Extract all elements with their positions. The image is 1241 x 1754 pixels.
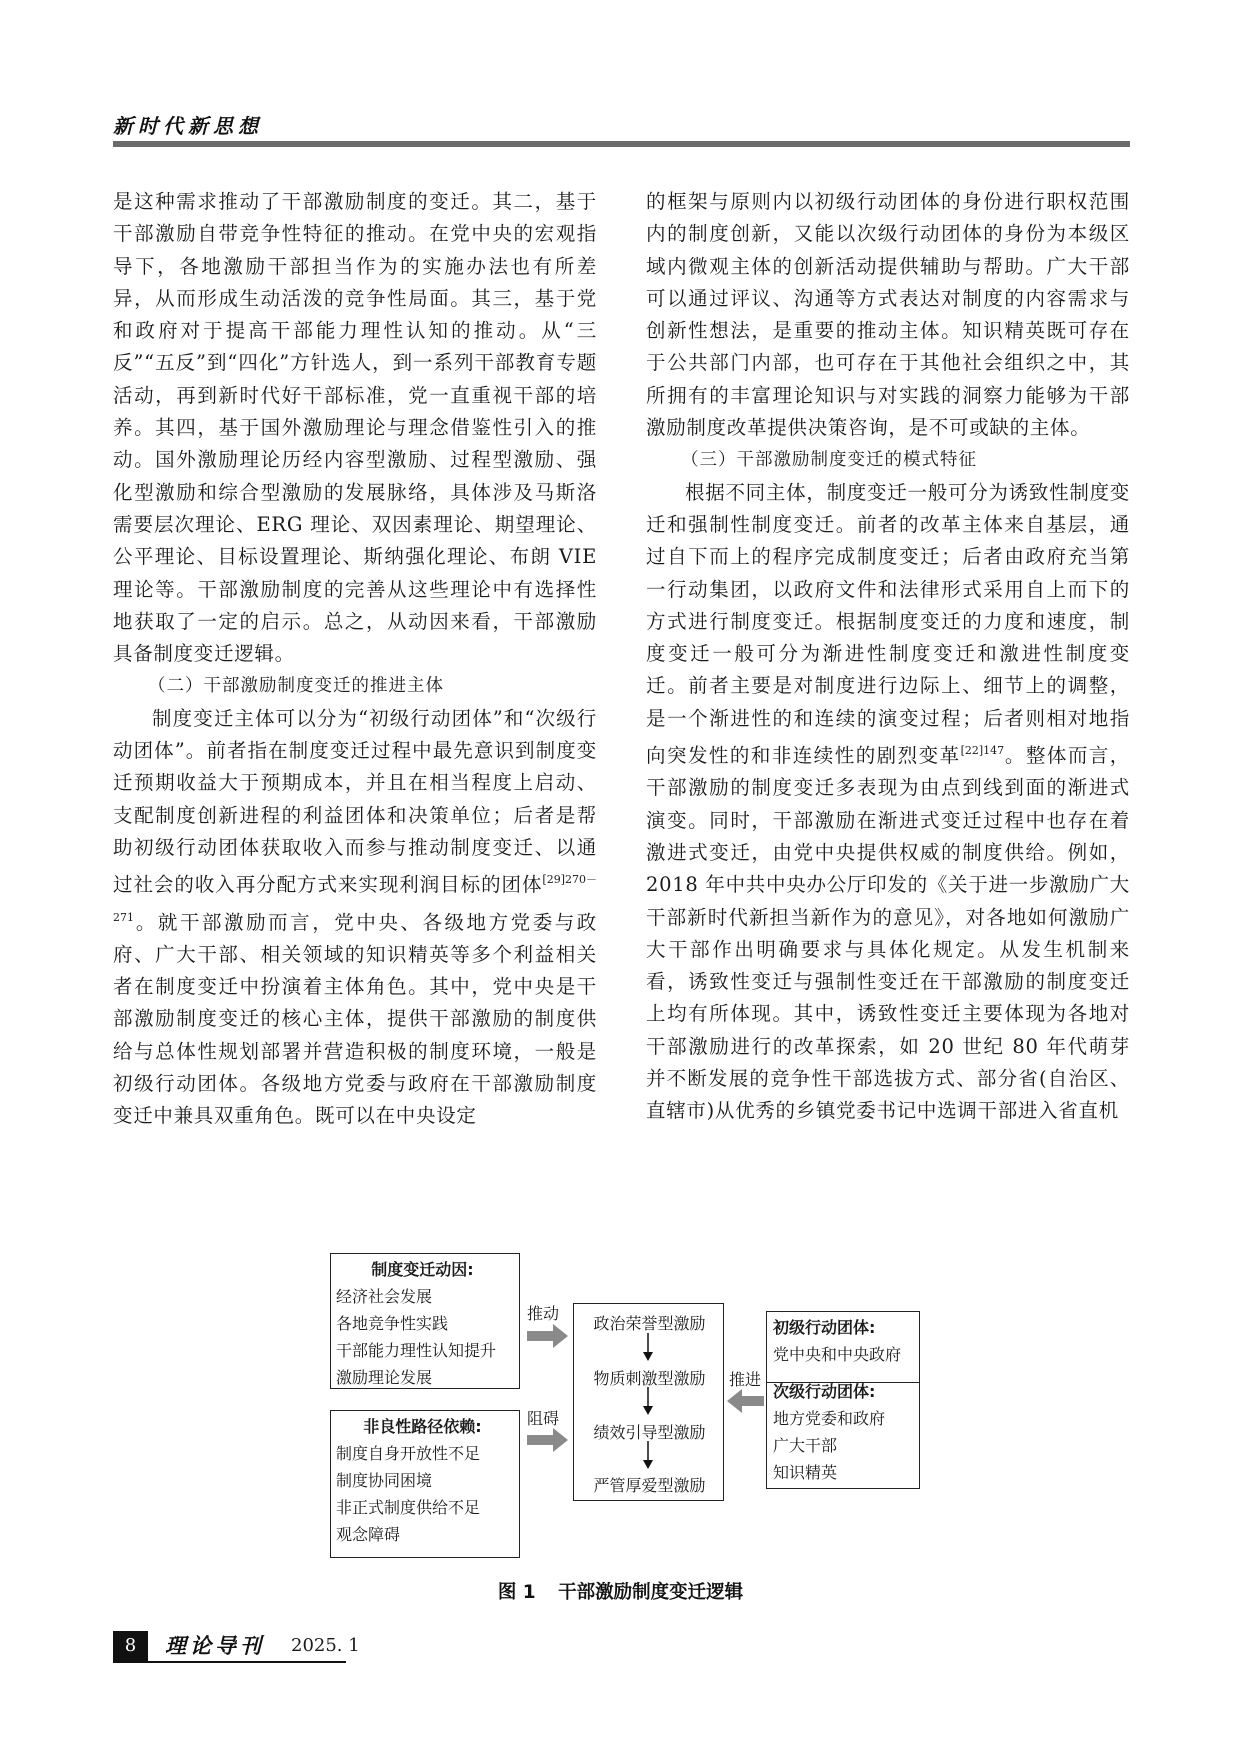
header-section-title: 新时代新思想 xyxy=(113,114,263,138)
issue-number: 2025. 1 xyxy=(291,1635,360,1656)
block-arrow-icon xyxy=(527,1428,568,1452)
subsection-heading xyxy=(646,444,1130,476)
block-label: 阻碍 xyxy=(527,1409,560,1428)
paragraph-text: 。就干部激励而言，党中央、各级地方党委与政府、广大干部、相关领域的知识精英等多个利益相关者在制度变迁中扮演着主体角色。其中，党中央是干部激励制度变迁的核心主体，提供干部激励的制度供给与总体性规划部署并营造积极的制度环境，一般是初级行动团体。各级地方党委与政府在干部激励制度变迁中兼具双重角色。既可以在中央设定 xyxy=(113,910,597,1128)
obstacles-item: 非正式制度供给不足 xyxy=(336,1498,481,1517)
push-arrow-icon xyxy=(527,1324,568,1348)
drivers-item: 干部能力理性认知提升 xyxy=(336,1341,497,1360)
paragraph-text: 的框架与原则内以初级行动团体的身份进行职权范围内的制度创新，又能以次级行动团体的身份为本级区域内微观主体的创新活动提供辅助与帮助。广大干部可以通过评议、沟通等方式表达对制度的内容需求与创新性想法，是重要的推动主体。知识精英既可存在于公共部门内部，也可存在于其他社会组织之中，其所拥有的丰富理论知识与对实践的洞察力能够为干部激励制度改革提供决策咨询，是不可或缺的主体。 xyxy=(646,190,1130,440)
secondary-actor-item: 广大干部 xyxy=(773,1436,838,1455)
stages-box xyxy=(573,1303,724,1501)
push-label: 推动 xyxy=(527,1304,560,1323)
actors-divider xyxy=(767,1382,919,1383)
primary-actors-title: 初级行动团体: xyxy=(773,1318,876,1337)
obstacles-title: 非良性路径依赖: xyxy=(363,1417,482,1436)
body-paragraph xyxy=(646,186,1130,444)
citation-superscript: [22]147 xyxy=(960,744,1005,758)
paragraph-text: 根据不同主体，制度变迁一般可分为诱致性制度变迁和强制性制度变迁。前者的改革主体来自基层，通过自下而上的程序完成制度变迁；后者由政府充当第一行动集团，以政府文件和法律形式采用自上而下的方式进行制度变迁。根据制度变迁的力度和速度，制度变迁一般可分为渐进性制度变迁和激进性制度变迁。前者主要是对制度进行边际上、细节上的调整，是一个渐进性的和连续的演变过程；后者则相对地指向突发性的和非连续性的剧烈变革 xyxy=(646,480,1130,768)
paragraph-text: 是这种需求推动了干部激励制度的变迁。其二，基于干部激励自带竞争性特征的推动。在党中央的宏观指导下，各地激励干部担当作为的实施办法也有所差异，从而形成生动活泼的竞争性局面。其三，基于党和政府对于提高干部能力理性认知的推动。从“三反”“五反”到“四化”方针选人，到一系列干部教育专题活动，再到新时代好干部标准，党一直重视干部的培养。其四，基于国外激励理论与理念借鉴性引入的推动。国外激励理论历经内容型激励、过程型激励、强化型激励和综合型激励的发展脉络，具体涉及马斯洛需要层次理论、ERG 理论、双因素理论、期望理论、公平理论、目标设置理论、斯纳强化理论、布朗 VIE 理论等。干部激励制度的完善从这些理论中有选择性地获取了一定的启示。总之，从动因来看，干部激励具备制度变迁逻辑。 xyxy=(113,190,597,666)
body-paragraph xyxy=(113,186,597,670)
primary-actor-item: 党中央和中央政府 xyxy=(773,1345,902,1364)
body-paragraph xyxy=(646,477,1130,1128)
advance-arrow-icon xyxy=(727,1389,764,1413)
advance-label: 推进 xyxy=(729,1370,762,1389)
drivers-item: 激励理论发展 xyxy=(336,1368,433,1387)
drivers-title: 制度变迁动因: xyxy=(371,1260,474,1279)
paragraph-text: 。整体而言，干部激励的制度变迁多表现为由点到线到面的渐进式演变。同时，干部激励在渐进式变迁过程中也存在着激进式变迁，由党中央提供权威的制度供给。例如，2018 年中共中央办公厅印发的《关于进一步激励广大干部新时代新担当新作为的意见》，对各地如何激励广大干部作出明确要求与具体化规定。从发生机制来看，诱致性变迁与强制性变迁在干部激励的制度变迁上均有所体现。其中，诱致性变迁主要体现为各地对干部激励进行的改革探索，如 20 世纪 80 年代萌芽并不断发展的竞争性干部选拔方式、部分省(自治区、直辖市)从优秀的乡镇党委书记中选调干部进入省直机 xyxy=(646,744,1130,1123)
journal-name: 理论导刊 xyxy=(165,1634,265,1658)
header-rule xyxy=(113,141,1130,147)
figure-caption-text: 干部激励制度变迁逻辑 xyxy=(558,1582,744,1603)
actors-box xyxy=(766,1311,920,1489)
stage-item: 绩效引导型激励 xyxy=(593,1423,706,1442)
paragraph-text: （三）干部激励制度变迁的模式特征 xyxy=(681,450,977,471)
citation-superscript: [29]270－271 xyxy=(113,873,597,924)
figure-caption-number: 图 1 xyxy=(497,1582,536,1603)
subsection-heading xyxy=(113,670,597,702)
obstacles-item: 观念障碍 xyxy=(336,1525,401,1544)
figure-caption xyxy=(0,1578,1241,1604)
drivers-item: 各地竞争性实践 xyxy=(336,1314,449,1333)
stage-item: 政治荣誉型激励 xyxy=(593,1314,706,1333)
stage-item: 物质刺激型激励 xyxy=(593,1369,706,1388)
drivers-item: 经济社会发展 xyxy=(336,1287,433,1306)
page-number: 8 xyxy=(113,1631,148,1661)
paragraph-text: 制度变迁主体可以分为“初级行动团体”和“次级行动团体”。前者指在制度变迁过程中最先意识到制度变迁预期收益大于预期成本，并且在相当程度上启动、支配制度创新进程的利益团体和决策单位；后者是帮助初级行动团体获取收入而参与推动制度变迁、以通过社会的收入再分配方式来实现利润目标的团体 xyxy=(113,706,597,897)
obstacles-item: 制度协同困境 xyxy=(336,1471,433,1490)
drivers-box xyxy=(330,1253,520,1389)
secondary-actors-title: 次级行动团体: xyxy=(773,1382,876,1401)
secondary-actor-item: 地方党委和政府 xyxy=(773,1409,886,1428)
obstacles-box xyxy=(330,1410,520,1558)
right-column xyxy=(646,186,1130,1128)
secondary-actor-item: 知识精英 xyxy=(773,1463,838,1482)
body-paragraph xyxy=(113,703,597,1133)
paragraph-text: （二）干部激励制度变迁的推进主体 xyxy=(148,676,444,697)
stage-item: 严管厚爱型激励 xyxy=(593,1476,706,1495)
left-column xyxy=(113,186,597,1133)
footer-rule xyxy=(113,1661,346,1663)
obstacles-item: 制度自身开放性不足 xyxy=(336,1444,481,1463)
